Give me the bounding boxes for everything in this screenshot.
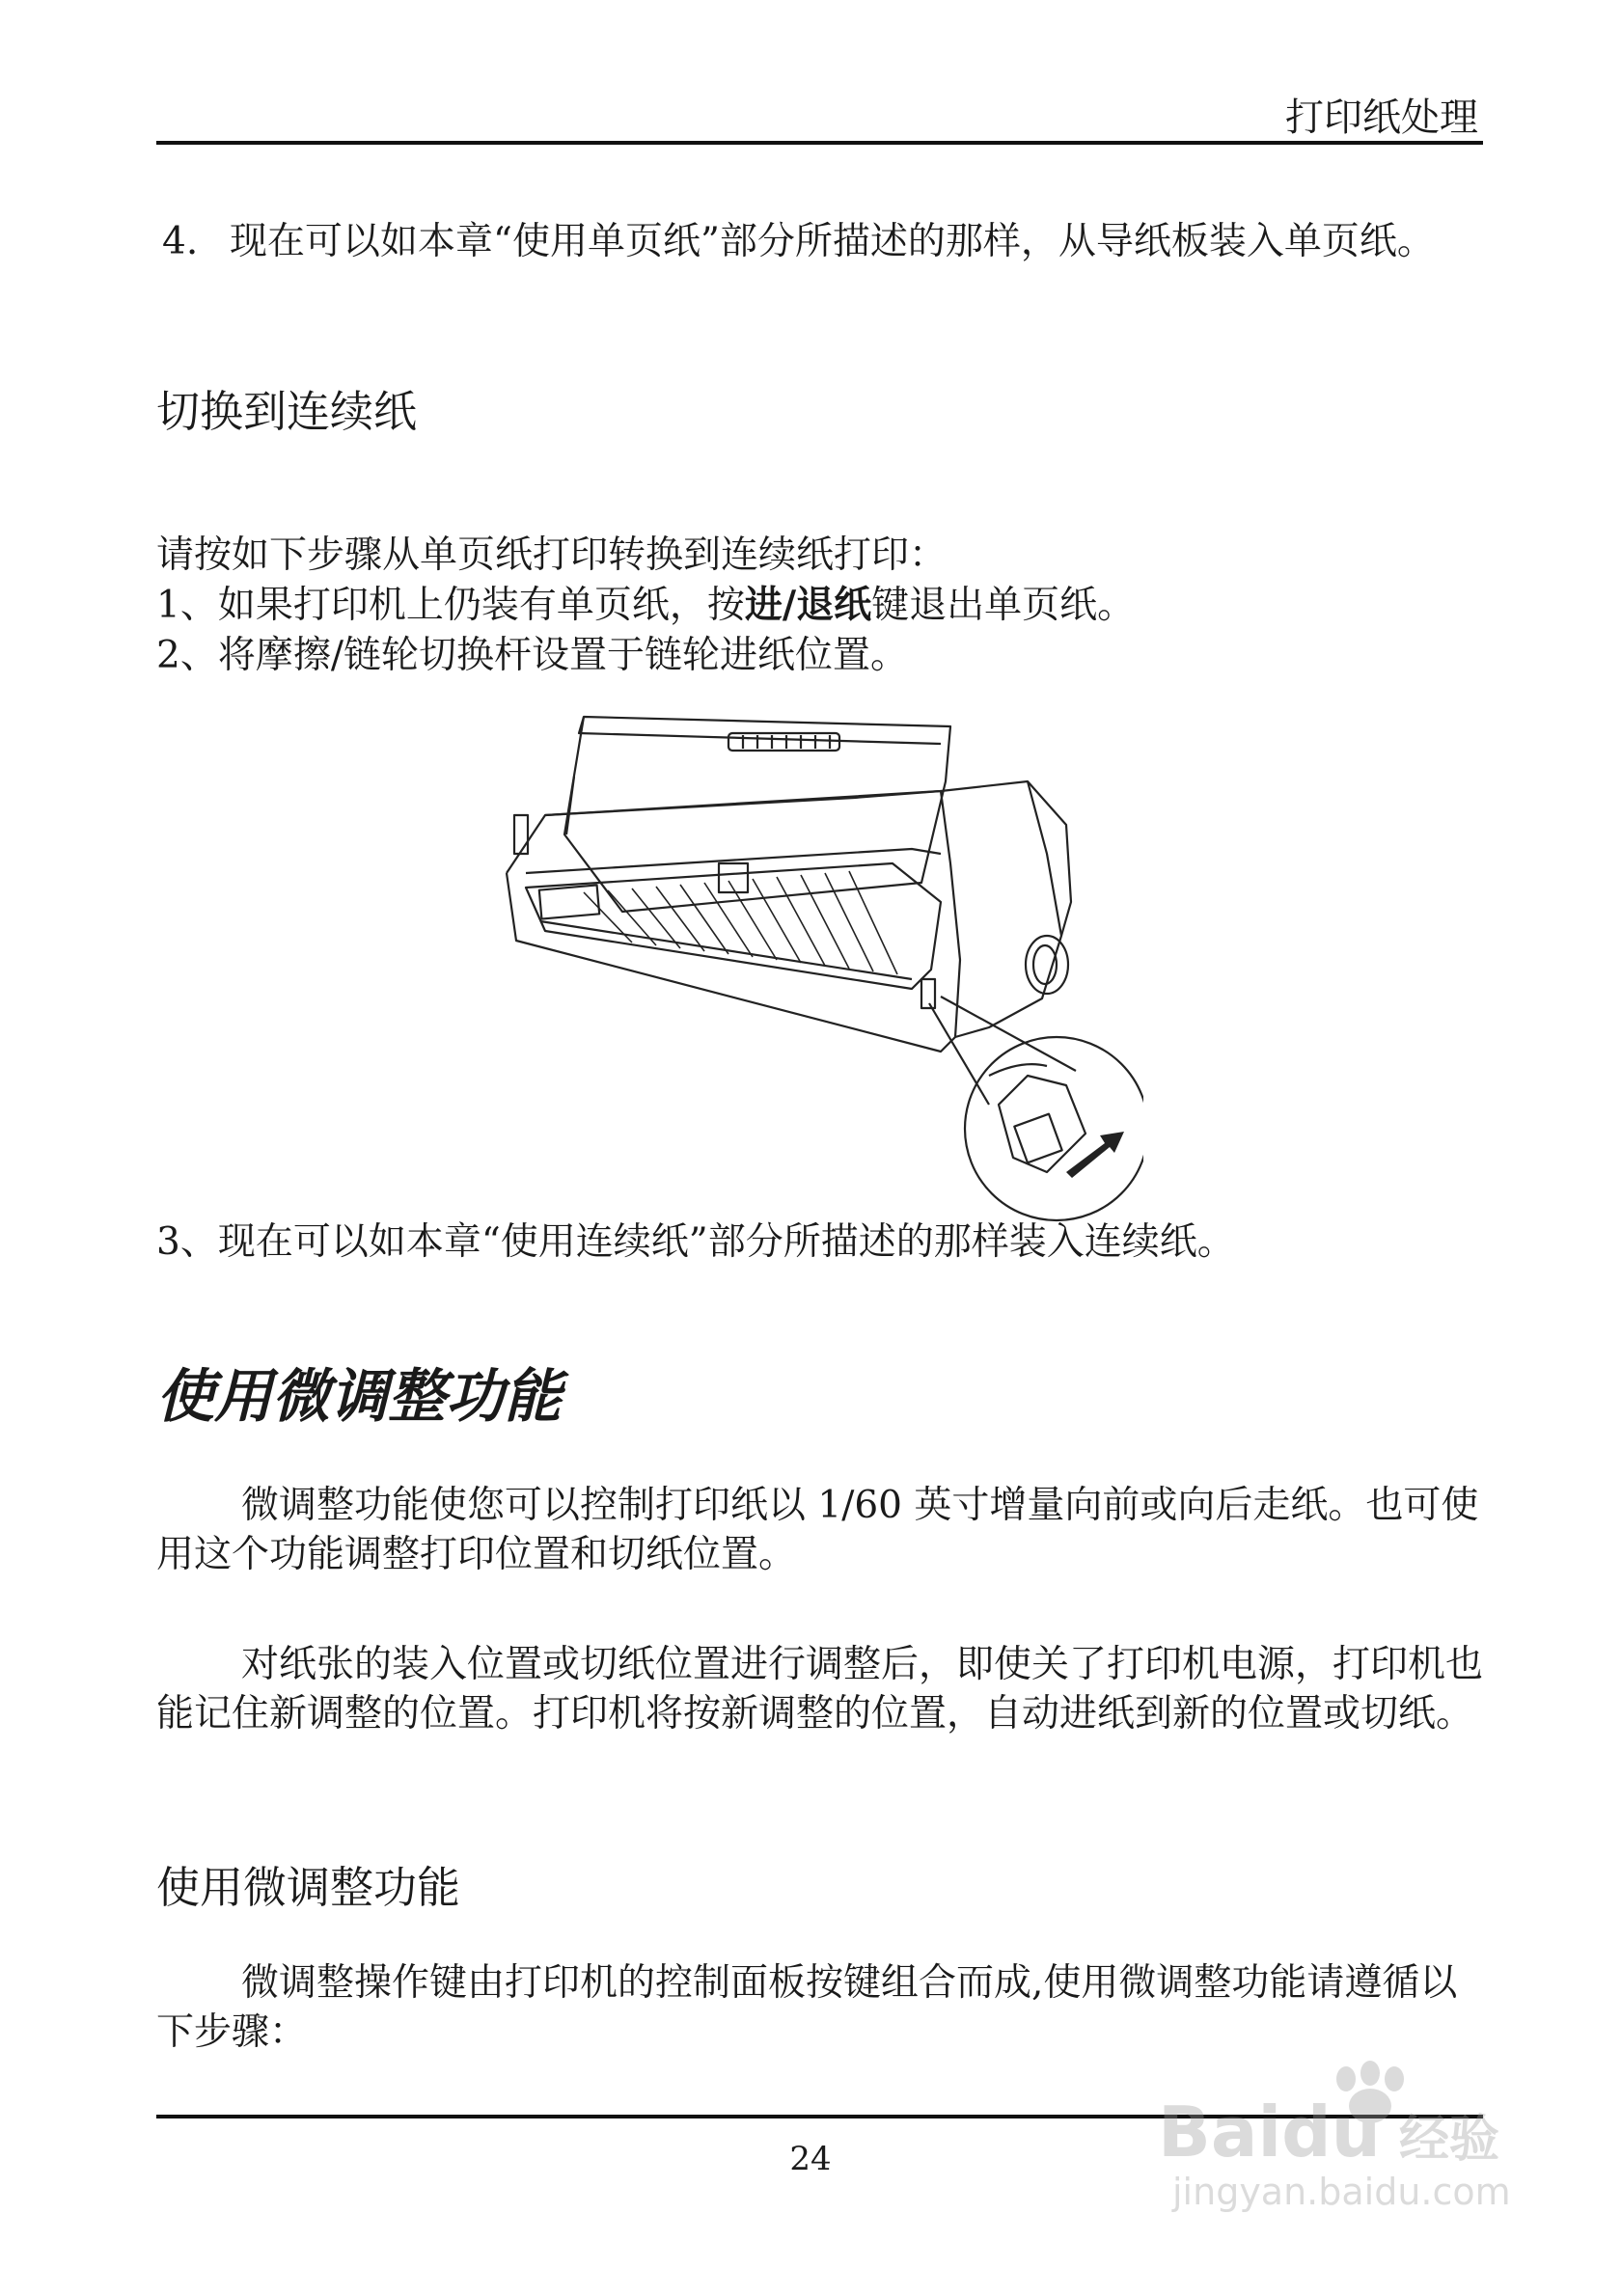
printer-lever-illustration [487, 690, 1143, 1235]
step-1 [156, 581, 1135, 630]
step-2: 2、将摩擦/链轮切换杆设置于链轮进纸位置。 [156, 634, 908, 677]
running-header: 打印纸处理 [1285, 96, 1478, 140]
section-intro: 请按如下步骤从单页纸打印转换到连续纸打印： [156, 533, 948, 577]
header-rule [156, 141, 1483, 145]
paragraph-fine-adjust-memory: 对纸张的装入位置或切纸位置进行调整后，即使关了打印机电源，打印机也能记住新调整的位置。打印机将按新调整的位置，自动进纸到新的位置或切纸。 [156, 1643, 1484, 1736]
chapter-heading-fine-adjust: 使用微调整功能 [156, 1363, 562, 1431]
paragraph-fine-adjust-steps: 微调整操作键由打印机的控制面板按键组合而成,使用微调整功能请遵循以下步骤： [156, 1961, 1458, 2054]
step-number: 4. [162, 220, 199, 263]
baidu-watermark [1153, 2060, 1520, 2219]
paragraph-fine-adjust-intro: 微调整功能使您可以控制打印纸以 1/60 英寸增量向前或向后走纸。也可使用这个功能调整打印位置和切纸位置。 [156, 1484, 1479, 1576]
watermark-brand-cn: 经验 [1399, 2111, 1500, 2169]
key-name: 进/退纸 [744, 583, 872, 627]
section-heading-switch-continuous: 切换到连续纸 [156, 386, 418, 437]
watermark-brand: Baidu [1158, 2091, 1381, 2173]
step-3: 3、现在可以如本章“使用连续纸”部分所描述的那样装入连续纸。 [156, 1220, 1235, 1264]
step-4-text: 现在可以如本章“使用单页纸”部分所描述的那样，从导纸板装入单页纸。 [230, 220, 1435, 263]
step-1-prefix: 1、如果打印机上仍装有单页纸，按 [156, 584, 745, 627]
watermark-url: jingyan.baidu.com [1172, 2171, 1511, 2213]
step-1-suffix: 键退出单页纸。 [871, 584, 1136, 627]
page-number: 24 [789, 2140, 832, 2178]
section-heading-use-fine-adjust: 使用微调整功能 [156, 1862, 461, 1913]
